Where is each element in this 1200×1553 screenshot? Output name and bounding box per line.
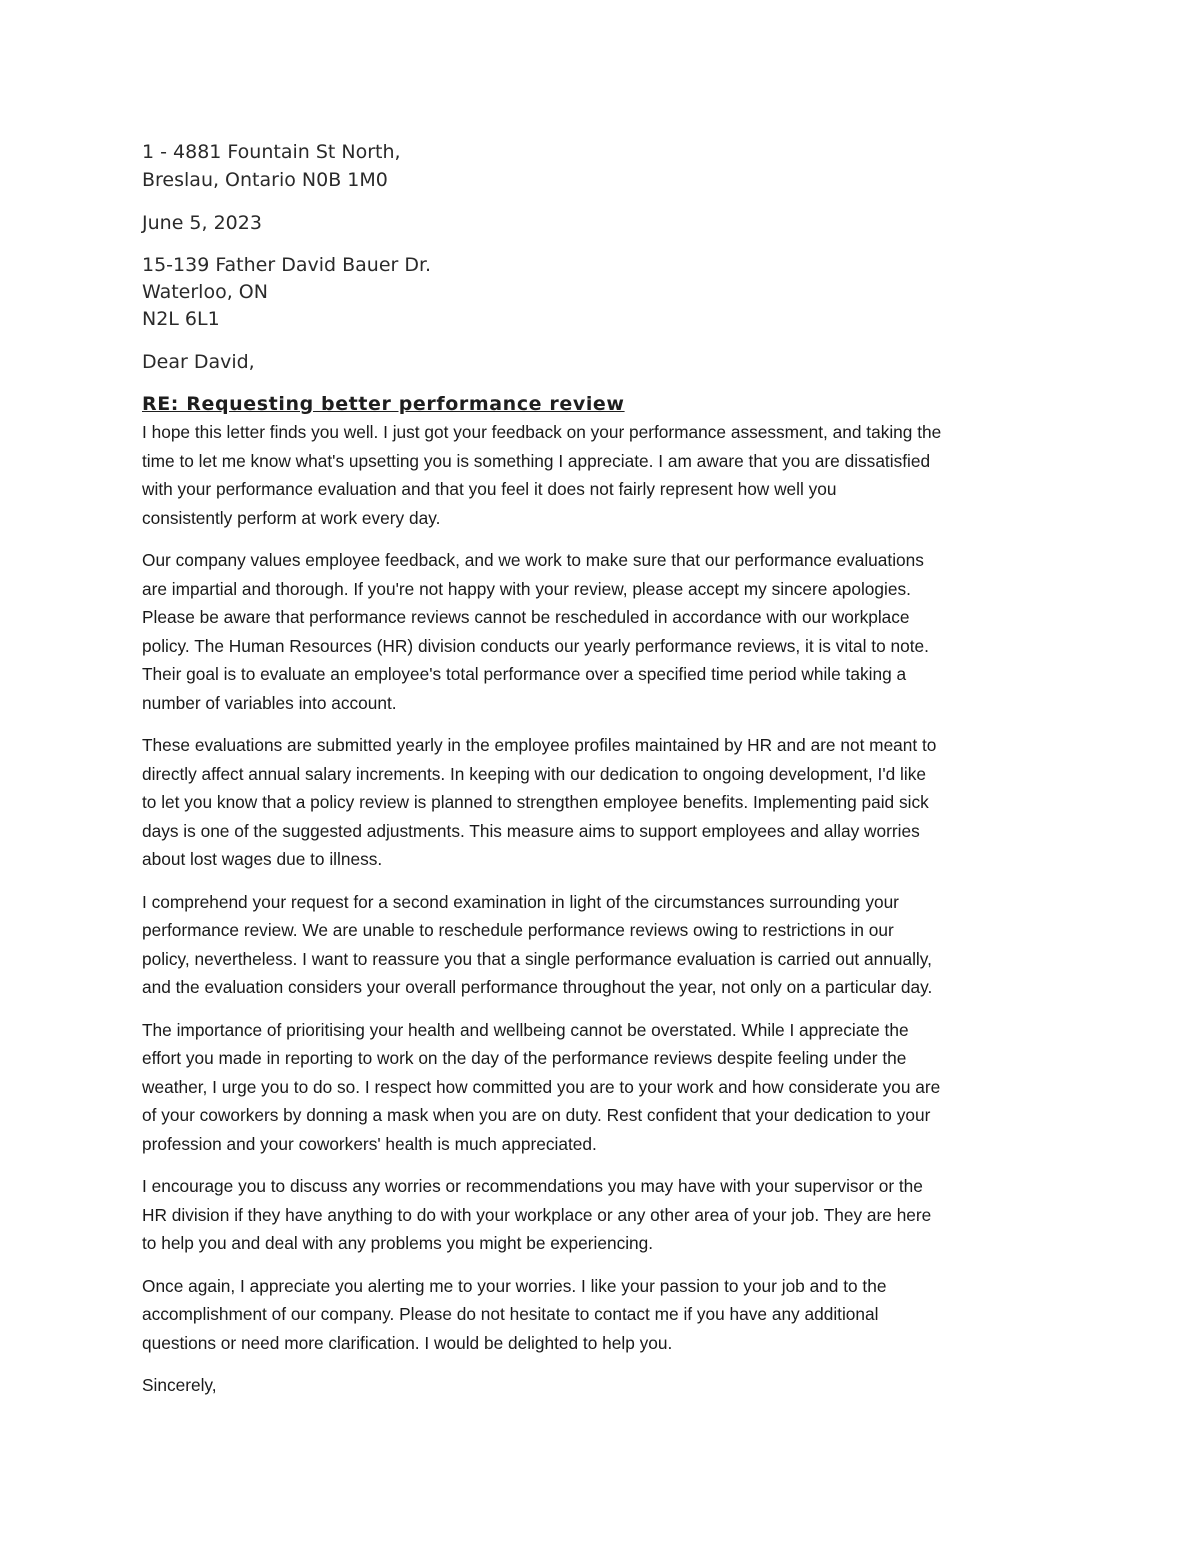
paragraph-line: with your performance evaluation and that you feel it does not fairly represent how well you	[142, 479, 837, 499]
paragraph-line: These evaluations are submitted yearly in the employee profiles maintained by HR and are not meant to	[142, 735, 937, 755]
paragraph-line: about lost wages due to illness.	[142, 849, 383, 869]
paragraph-line: time to let me know what's upsetting you is something I appreciate. I am aware that you are dissatisfied	[142, 450, 931, 471]
paragraph-line: policy. The Human Resources (HR) division conducts our yearly performance reviews, it is vital to note.	[142, 635, 929, 656]
subject-line: RE: Requesting better performance review	[142, 393, 625, 415]
paragraph-line: HR division if they have anything to do with your workplace or any other area of your job. They are here	[142, 1204, 932, 1225]
paragraph-line: effort you made in reporting to work on the day of the performance reviews despite feeling under the	[142, 1048, 907, 1068]
paragraph-line: to let you know that a policy review is planned to strengthen employee benefits. Implementing paid sick	[142, 792, 929, 812]
paragraph-line: Our company values employee feedback, and we work to make sure that our performance evaluations	[142, 550, 924, 570]
paragraph-line: performance review. We are unable to reschedule performance reviews owing to restrictions in our	[142, 920, 894, 940]
paragraph-line: directly affect annual salary increments. In keeping with our dedication to ongoing development, I'd like	[142, 763, 926, 784]
paragraph-line: Their goal is to evaluate an employee's total performance over a specified time period while taking a	[142, 664, 907, 684]
recipient-address-line: Waterloo, ON	[142, 281, 268, 303]
paragraph-line: I encourage you to discuss any worries or recommendations you may have with your supervisor or the	[142, 1176, 923, 1196]
recipient-address-line: 15-139 Father David Bauer Dr.	[142, 254, 432, 276]
paragraph-line: profession and your coworkers' health is much appreciated.	[142, 1133, 597, 1154]
paragraph-line: Please be aware that performance reviews cannot be rescheduled in accordance with our workplace	[142, 607, 910, 627]
paragraph-line: Once again, I appreciate you alerting me to your worries. I like your passion to your job and to the	[142, 1275, 887, 1296]
paragraph-line: of your coworkers by donning a mask when you are on duty. Rest confident that your dedication to your	[142, 1105, 931, 1125]
letter-body	[142, 418, 1072, 1357]
paragraph-line: I hope this letter finds you well. I just got your feedback on your performance assessment, and taking the	[142, 422, 942, 442]
sender-address-line: 1 - 4881 Fountain St North,	[142, 141, 401, 163]
paragraph-line: I comprehend your request for a second examination in light of the circumstances surrounding your	[142, 891, 899, 912]
letter-date: June 5, 2023	[142, 212, 262, 234]
paragraph-line: days is one of the suggested adjustments. This measure aims to support employees and allay worries	[142, 820, 920, 841]
body-paragraph	[142, 888, 1072, 1002]
body-paragraph	[142, 1172, 1072, 1258]
paragraph-line: weather, I urge you to do so. I respect how committed you are to your work and how considerate you are	[142, 1076, 941, 1097]
body-paragraph	[142, 418, 1072, 532]
paragraph-line: consistently perform at work every day.	[142, 507, 441, 528]
salutation: Dear David,	[142, 351, 255, 373]
paragraph-line: accomplishment of our company. Please do not hesitate to contact me if you have any additional	[142, 1304, 879, 1324]
recipient-address	[142, 252, 1072, 333]
body-paragraph	[142, 1016, 1072, 1159]
paragraph-line: policy, nevertheless. I want to reassure you that a single performance evaluation is carried out annually,	[142, 948, 932, 969]
closing: Sincerely,	[142, 1375, 217, 1395]
recipient-address-line: N2L 6L1	[142, 308, 220, 330]
paragraph-line: are impartial and thorough. If you're not happy with your review, please accept my sincere apologies.	[142, 578, 911, 599]
paragraph-line: The importance of prioritising your health and wellbeing cannot be overstated. While I appreciate the	[142, 1019, 909, 1040]
paragraph-line: to help you and deal with any problems you might be experiencing.	[142, 1233, 654, 1253]
body-paragraph	[142, 1272, 1072, 1358]
paragraph-line: and the evaluation considers your overall performance throughout the year, not only on a particular day.	[142, 977, 933, 997]
paragraph-line: number of variables into account.	[142, 692, 397, 713]
sender-address	[142, 138, 1072, 194]
sender-address-line: Breslau, Ontario N0B 1M0	[142, 169, 388, 191]
paragraph-line: questions or need more clarification. I would be delighted to help you.	[142, 1332, 673, 1353]
body-paragraph	[142, 731, 1072, 874]
letter-page	[142, 138, 1072, 1400]
body-paragraph	[142, 546, 1072, 717]
